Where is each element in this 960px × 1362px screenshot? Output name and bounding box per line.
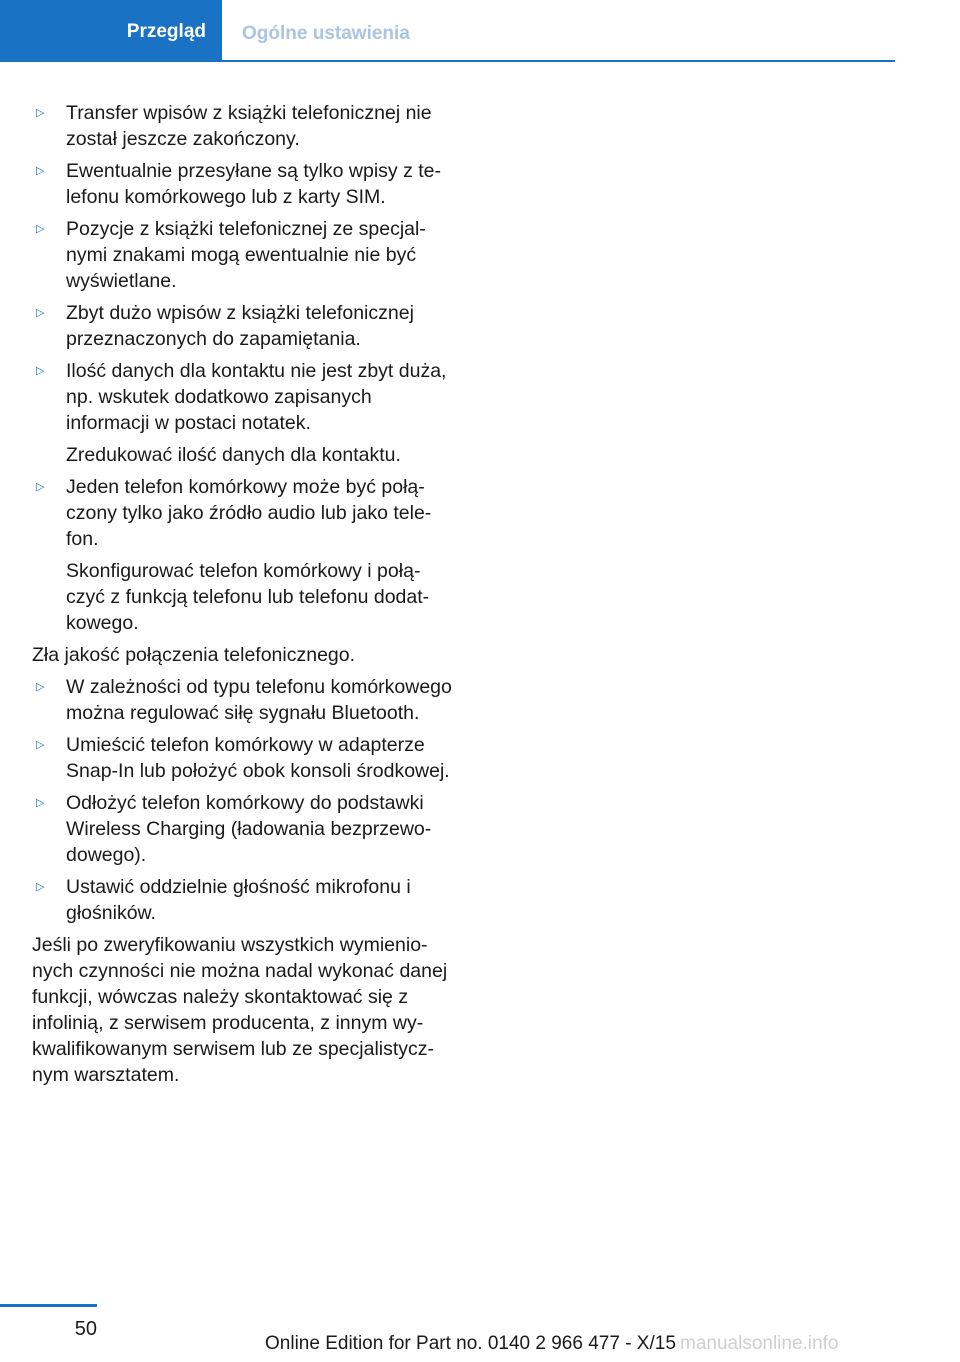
triangle-bullet-icon: ▷ [36, 881, 45, 893]
list-item: ▷ W zależności od typu telefonu komórkowego można regulować siłę sygnału Bluetooth. [36, 676, 452, 724]
watermark: manualsonline.info [680, 1333, 839, 1354]
triangle-bullet-icon: ▷ [36, 107, 45, 119]
list-item: ▷ Pozycje z książki telefonicznej ze specjalnymi znakami mogą ewentualnie nie być wyświetlane. [36, 218, 426, 292]
list-item: ▷ Ewentualnie przesyłane są tylko wpisy z telefonu komórkowego lub z karty SIM. [36, 160, 442, 208]
triangle-bullet-icon: ▷ [36, 223, 45, 235]
list-item: ▷ Ustawić oddzielnie głośność mikrofonu i głośników. [36, 876, 411, 924]
edition-text: Online Edition for Part no. 0140 2 966 477 - X/15 [265, 1333, 676, 1354]
footer-divider [0, 1304, 97, 1307]
list-item: ▷ Ilość danych dla kontaktu nie jest zbyt duża, np. wskutek dodatkowo zapisanych informacji w postaci notatek. [36, 360, 447, 434]
list-item: ▷ Transfer wpisów z książki telefonicznej nie został jeszcze zakończony. [36, 102, 432, 150]
note-text: Zredukować ilość danych dla kontaktu. [66, 444, 401, 466]
list-item: ▷ Umieścić telefon komórkowy w adapterze Snap-In lub położyć obok konsoli środkowej. [36, 734, 450, 782]
triangle-bullet-icon: ▷ [36, 739, 45, 751]
triangle-bullet-icon: ▷ [36, 681, 45, 693]
main-content [32, 100, 452, 1094]
triangle-bullet-icon: ▷ [36, 165, 45, 177]
triangle-bullet-icon: ▷ [36, 797, 45, 809]
tab-general-settings[interactable]: Ogólne ustawienia [242, 23, 410, 44]
triangle-bullet-icon: ▷ [36, 365, 45, 377]
triangle-bullet-icon: ▷ [36, 307, 45, 319]
page-number: 50 [74, 1318, 97, 1340]
section-heading: Zła jakość połączenia telefonicznego. [32, 644, 356, 666]
closing-paragraph: Jeśli po zweryfikowaniu wszystkich wymienionych czynności nie można nadal wykonać danej funkcji, wówczas należy skontaktować się z infolinią, z serwisem producenta, z innym wykwalifikowanym serwisem lub ze specjalistycznym warsztatem. [32, 934, 448, 1086]
list-item: ▷ Zbyt dużo wpisów z książki telefonicznej przeznaczonych do zapamiętania. [36, 302, 414, 350]
note-text: Skonfigurować telefon komórkowy i połączyć z funkcją telefonu lub telefonu dodatkowego. [66, 560, 430, 634]
triangle-bullet-icon: ▷ [36, 481, 45, 493]
tab-overview[interactable]: Przegląd [0, 0, 222, 60]
list-item: ▷ Jeden telefon komórkowy może być połączony tylko jako źródło audio lub jako telefon. [36, 476, 432, 550]
list-item: ▷ Odłożyć telefon komórkowy do podstawki Wireless Charging (ładowania bezprzewodowego). [36, 792, 432, 866]
header-bar [0, 0, 895, 62]
